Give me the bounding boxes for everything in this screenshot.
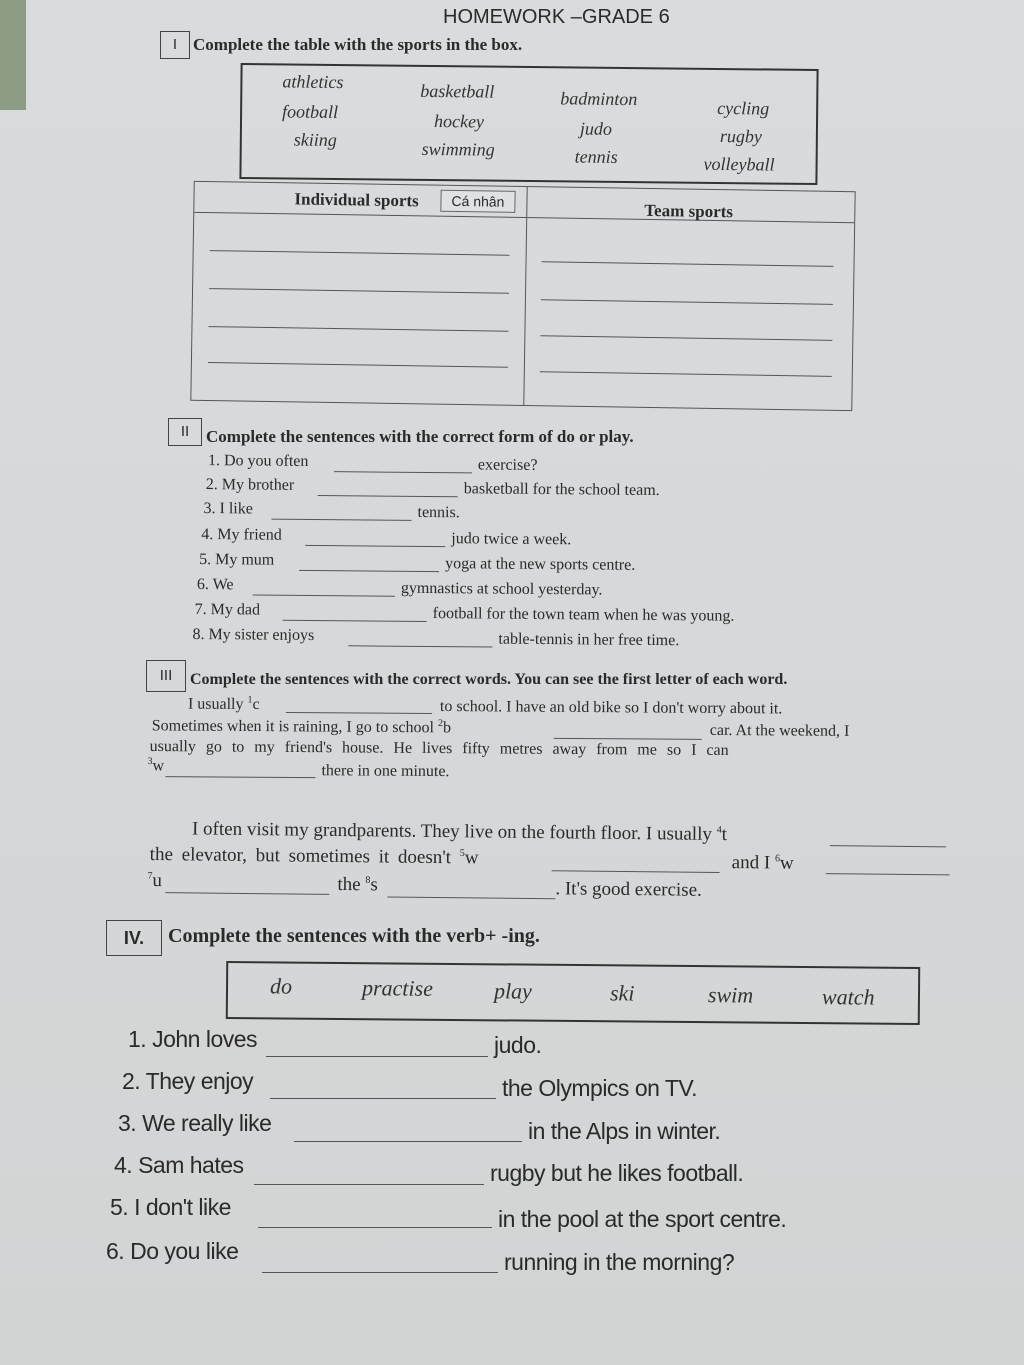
word-tennis: tennis (574, 146, 618, 167)
sentence-2-1: 1. Do you often (207, 452, 309, 470)
sentence-2-7-end: football for the town team when he was young. (432, 605, 735, 625)
word-cycling: cycling (717, 97, 770, 119)
blank-3-5[interactable] (552, 870, 720, 873)
sentence-4-6-end: running in the morning? (504, 1249, 735, 1275)
sentence-2-6-end: gymnastics at school yesterday. (400, 579, 603, 599)
sentence-2-5: 5. My mum (199, 550, 275, 569)
word-hockey: hockey (433, 111, 485, 132)
section-1-number: I (160, 31, 190, 59)
individual-sports-note: Cá nhân (440, 190, 515, 213)
sentence-4-2-end: the Olympics on TV. (502, 1075, 698, 1101)
word-practise: practise (361, 975, 434, 1001)
sentence-4-1-end: judo. (494, 1032, 542, 1058)
sentence-2-3-end: tennis. (417, 503, 460, 522)
sentence-4-2: 2. They enjoy (122, 1068, 254, 1094)
sentence-2-7: 7. My dad (194, 600, 261, 619)
table-column-divider (523, 187, 527, 405)
sentence-4-6: 6. Do you like (106, 1238, 239, 1264)
blank-3-2[interactable] (554, 738, 702, 740)
p2-line-3-start: $^7$u (147, 870, 163, 892)
blank-4-6[interactable] (262, 1272, 498, 1273)
sentence-2-6: 6. We (196, 575, 234, 594)
blank-3-1[interactable] (286, 712, 432, 714)
verb-word-box (226, 961, 920, 1025)
p2-line-2-start: the elevator, but sometimes it doesn't $^5$w (149, 843, 479, 869)
sentence-2-4: 4. My friend (201, 526, 282, 544)
sentence-4-5-end: in the pool at the sport centre. (498, 1206, 787, 1232)
section-3-instruction: Complete the sentences with the correct words. You can see the first letter of each word. (190, 671, 788, 688)
blank-3-7[interactable] (165, 892, 329, 895)
team-blank-3[interactable] (540, 335, 832, 341)
p1-line-2-end: car. At the weekend, I (709, 721, 850, 740)
sentence-4-4-end: rugby but he likes football. (490, 1160, 744, 1186)
sentence-2-3: 3. I like (203, 500, 253, 518)
blank-3-3[interactable] (165, 776, 315, 778)
blank-2-6[interactable] (253, 594, 395, 596)
sentence-2-2: 2. My brother (205, 476, 295, 494)
blank-3-8[interactable] (387, 896, 555, 899)
p1-line-1-end: to school. I have an old bike so I don't worry about it. (439, 698, 783, 718)
blank-2-8[interactable] (348, 645, 492, 647)
sentence-4-1: 1. John loves (128, 1026, 258, 1052)
blank-3-4[interactable] (830, 845, 946, 847)
section-2-instruction: Complete the sentences with the correct form of do or play. (206, 427, 634, 446)
blank-2-5[interactable] (299, 570, 439, 572)
team-blank-2[interactable] (541, 299, 833, 305)
p2-line-2-mid: and I $^6$w (731, 852, 794, 874)
word-badminton: badminton (560, 88, 638, 110)
section-4-instruction: Complete the sentences with the verb+ -ing. (168, 925, 540, 947)
blank-2-2[interactable] (318, 495, 458, 497)
individual-blank-1[interactable] (210, 250, 510, 256)
individual-blank-2[interactable] (209, 288, 509, 294)
sentence-2-1-end: exercise? (477, 456, 538, 474)
sentence-4-3: 3. We really like (118, 1110, 272, 1136)
p1-line-1-start: I usually $^1$c (187, 694, 260, 714)
word-volleyball: volleyball (703, 153, 775, 175)
blank-2-3[interactable] (271, 519, 411, 521)
individual-blank-4[interactable] (208, 362, 508, 368)
word-play: play (493, 978, 533, 1004)
word-swimming: swimming (421, 138, 495, 160)
sports-word-box (239, 63, 818, 185)
blank-4-5[interactable] (258, 1227, 492, 1228)
blank-4-3[interactable] (294, 1141, 522, 1142)
sentence-2-2-end: basketball for the school team. (463, 480, 660, 500)
p1-line-3: usually go to my friend's house. He lives fifty metres away from me so I can (149, 737, 729, 760)
word-athletics: athletics (282, 71, 344, 93)
team-blank-1[interactable] (542, 261, 834, 267)
blank-4-4[interactable] (254, 1184, 484, 1185)
word-ski: ski (609, 980, 635, 1006)
sentence-4-3-end: in the Alps in winter. (528, 1118, 721, 1144)
individual-blank-3[interactable] (208, 326, 508, 332)
p1-line-2-start: Sometimes when it is raining, I go to school $^2$b (151, 717, 452, 737)
blank-3-6[interactable] (826, 873, 950, 875)
p2-line-1: I often visit my grandparents. They live on the fourth floor. I usually $^4$t (191, 818, 728, 846)
section-2-number: II (168, 418, 202, 446)
sentence-2-8-end: table-tennis in her free time. (498, 630, 680, 650)
word-football: football (282, 101, 339, 123)
blank-4-2[interactable] (270, 1098, 496, 1099)
team-blank-4[interactable] (540, 371, 832, 377)
individual-sports-header: Individual sports (294, 189, 419, 211)
word-skiing: skiing (293, 129, 337, 150)
blank-2-4[interactable] (305, 545, 445, 547)
sentence-4-4: 4. Sam hates (114, 1152, 244, 1178)
section-3-number: III (146, 660, 186, 692)
word-rugby: rugby (719, 126, 762, 147)
word-watch: watch (821, 984, 875, 1010)
p1-line-4-end: there in one minute. (321, 762, 450, 781)
blank-4-1[interactable] (266, 1056, 488, 1057)
sentence-2-4-end: judo twice a week. (451, 530, 572, 549)
p1-line-4-start: $^3$w (147, 755, 165, 775)
team-sports-header: Team sports (644, 200, 734, 222)
section-1-instruction: Complete the table with the sports in the box. (193, 35, 523, 54)
page-title: HOMEWORK –GRADE 6 (443, 6, 670, 28)
blank-2-1[interactable] (334, 471, 472, 473)
word-do: do (269, 973, 293, 999)
background-edge (0, 0, 26, 110)
section-4-number: IV. (106, 920, 162, 956)
sentence-2-8: 8. My sister enjoys (192, 625, 315, 645)
sports-table (190, 181, 855, 411)
blank-2-7[interactable] (283, 620, 427, 622)
word-judo: judo (579, 118, 613, 139)
word-basketball: basketball (420, 80, 495, 102)
p2-line-3-mid: the $^8$s (337, 873, 378, 896)
word-swim: swim (707, 982, 754, 1008)
table-header-row-line (194, 212, 854, 223)
sentence-4-5: 5. I don't like (110, 1194, 231, 1220)
p2-line-3-end: . It's good exercise. (555, 878, 702, 901)
sentence-2-5-end: yoga at the new sports centre. (445, 555, 636, 574)
